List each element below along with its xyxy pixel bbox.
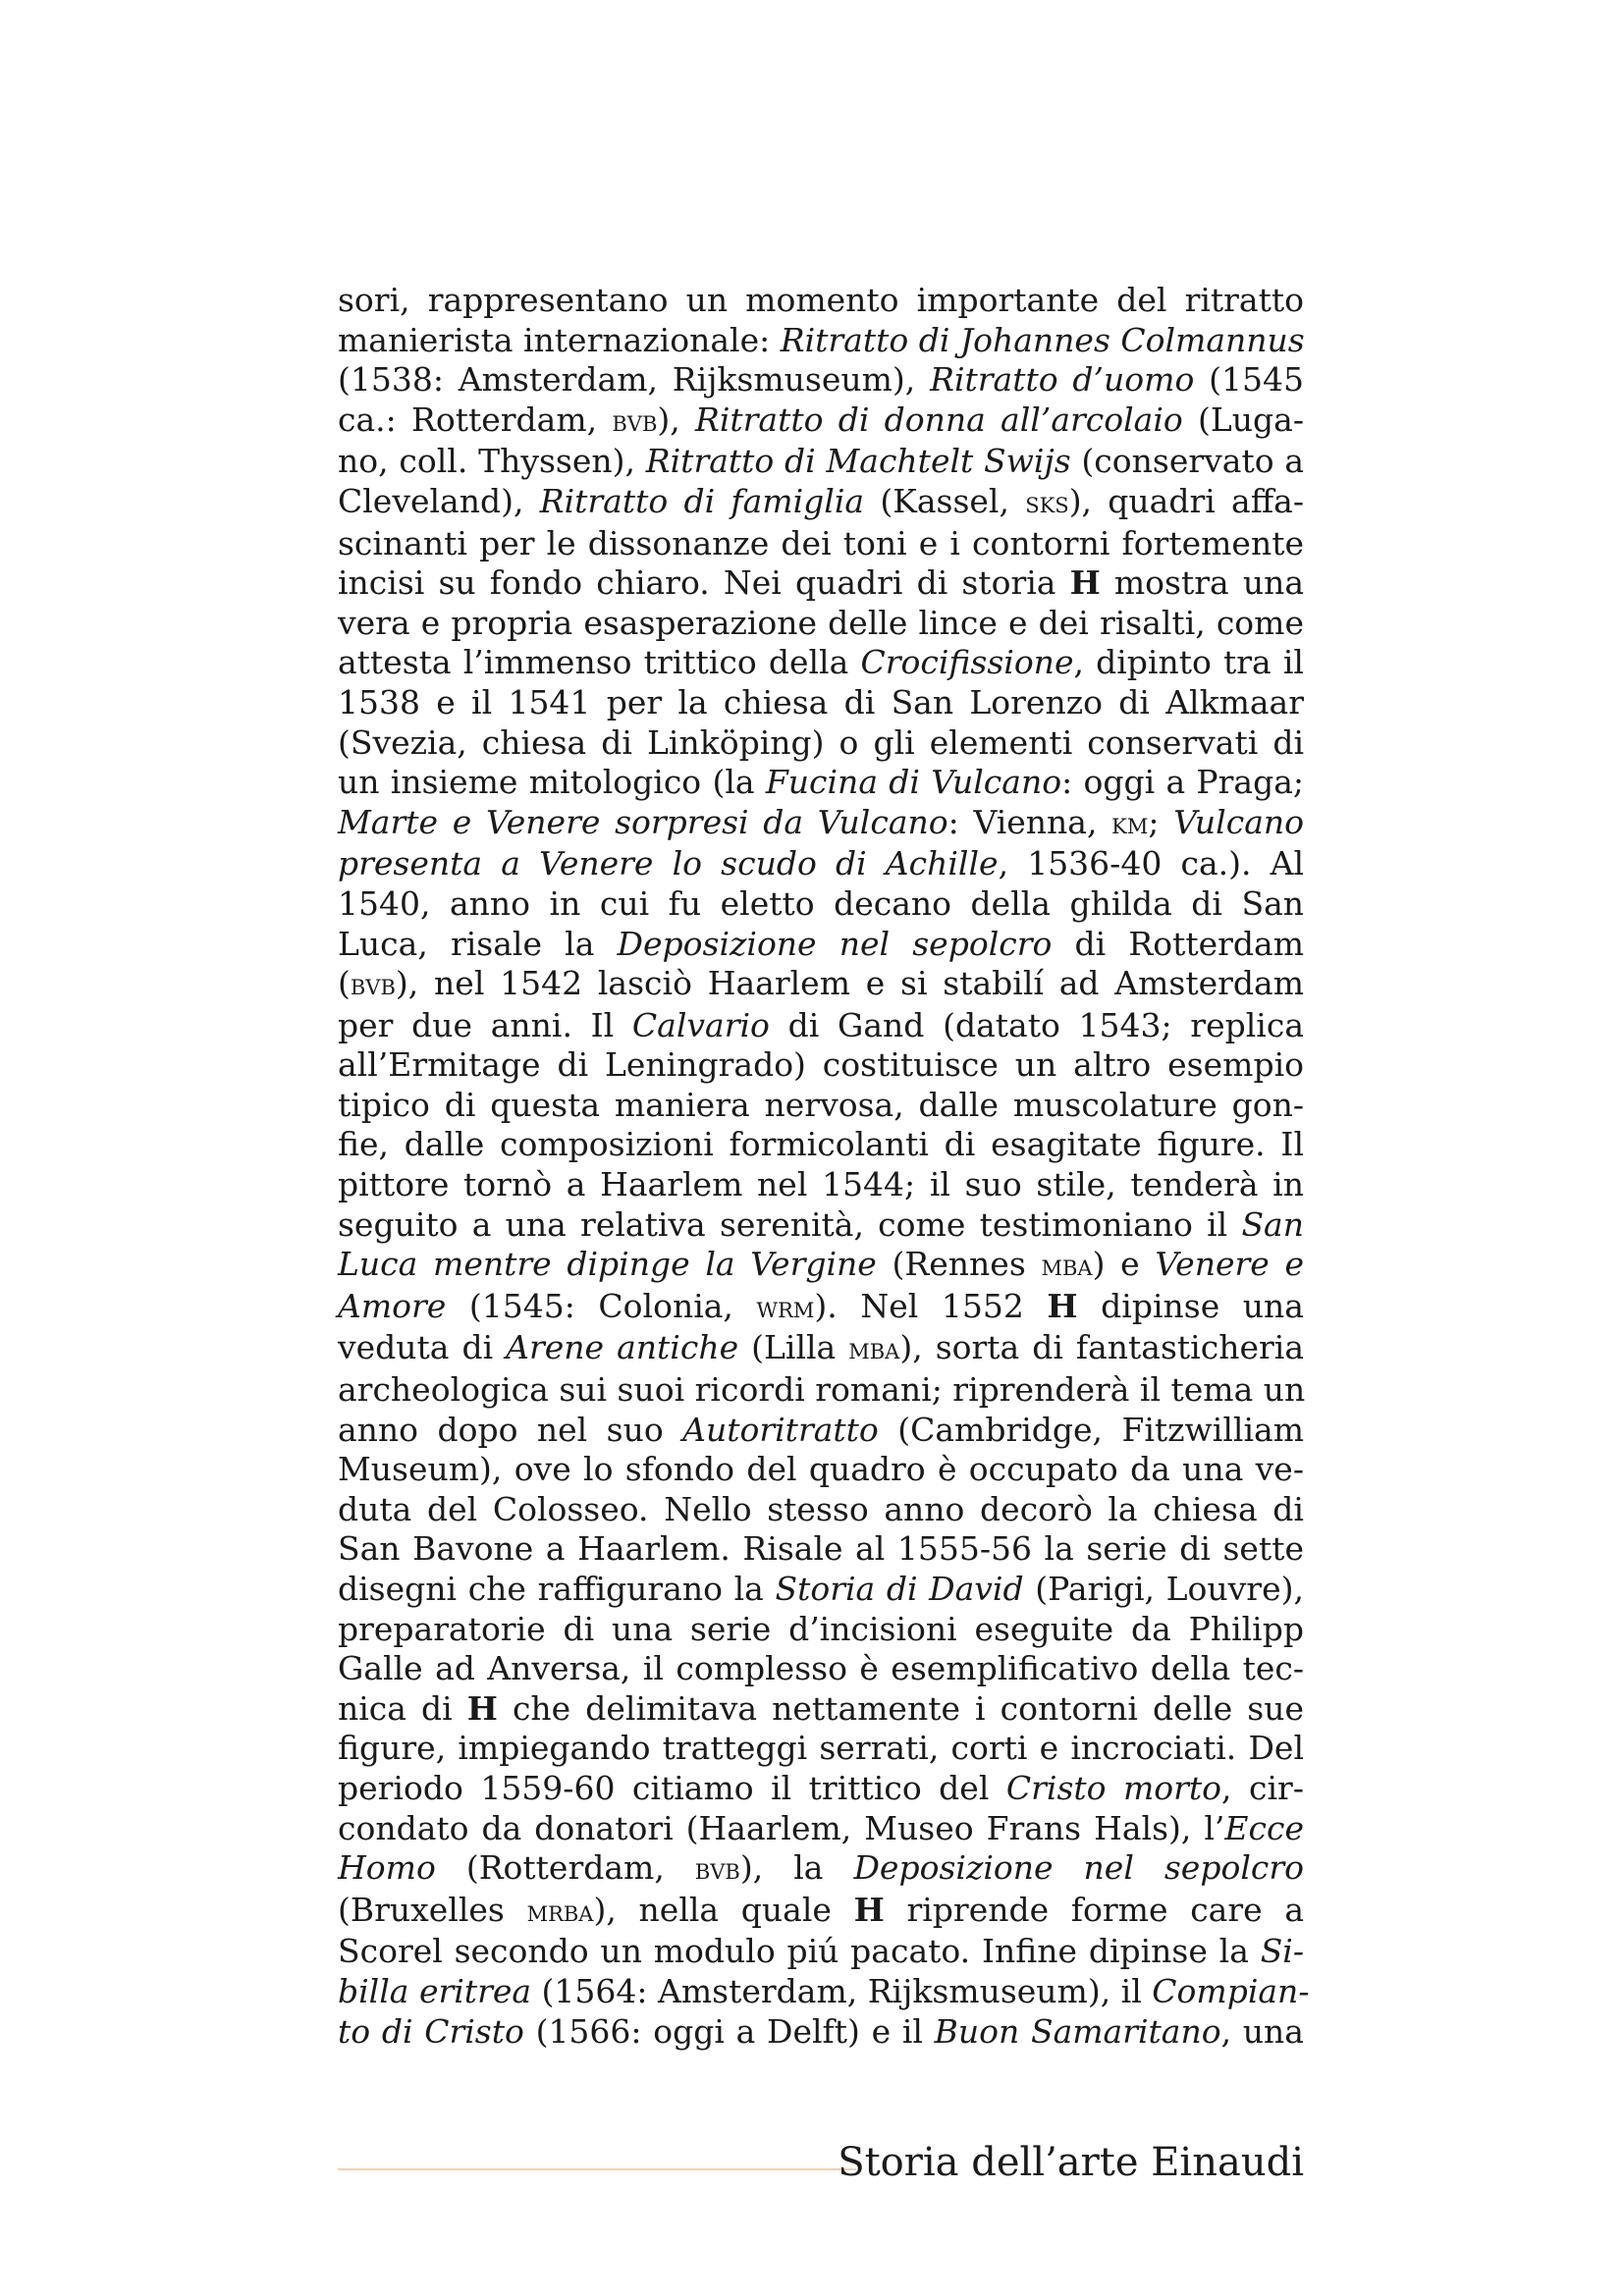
artist-initial: H — [466, 1688, 498, 1728]
abbreviation: bvb — [694, 1852, 740, 1888]
italic-title: Ecce — [1224, 1808, 1304, 1847]
abbreviation: wrm — [756, 1290, 815, 1325]
footer-title: Storia dell’arte Einaudi — [838, 2140, 1304, 2185]
italic-title: Ritratto di Johannes Colmannus — [780, 320, 1305, 359]
text-line — [338, 1649, 1304, 1689]
text-run: ( — [338, 964, 351, 1003]
text-run: incisi su fondo chiaro. Nei quadri di storia — [338, 563, 1070, 603]
footer-divider — [338, 2168, 856, 2170]
text-run: all’Ermitage di Leningrado) costituisce un altro esempio — [338, 1045, 1304, 1085]
text-run: (Lilla — [738, 1328, 849, 1367]
text-line — [338, 321, 1304, 361]
text-line — [338, 1370, 1304, 1411]
text-run: ) e — [1092, 1245, 1156, 1284]
text-run: preparatorie di una serie d’incisioni eseguite da Philipp — [338, 1609, 1304, 1648]
text-line — [338, 1729, 1304, 1769]
abbreviation: mrba — [526, 1894, 594, 1929]
text-run: tipico di questa maniera nervosa, dalle muscolature gon- — [338, 1085, 1304, 1124]
text-run: (1564: Amsterdam, Rijksmuseum), il — [531, 1971, 1153, 2010]
text-run: (Svezia, chiesa di Linköping) o gli elementi conservati di — [338, 722, 1304, 762]
text-line — [338, 1490, 1304, 1530]
text-run: Galle ad Anversa, il complesso è esemplificativo della tec- — [338, 1649, 1304, 1688]
text-run: ), nella quale — [593, 1890, 854, 1929]
text-run: scinanti per le dissonanze dei toni e i contorni fortemente — [338, 523, 1304, 562]
text-run: di Rotterdam — [1052, 924, 1304, 963]
italic-title: Compian- — [1152, 1971, 1310, 2010]
italic-title: Si- — [1260, 1932, 1304, 1971]
italic-title: Vulcano — [1173, 802, 1305, 841]
text-run: ). Nel 1552 — [814, 1286, 1048, 1325]
italic-title: Fucina di Vulcano — [765, 763, 1062, 802]
artist-initial: H — [853, 1890, 885, 1929]
text-run: condato da donatori (Haarlem, Museo Frans Hals), l’ — [338, 1808, 1225, 1847]
text-run: Scorel secondo un modulo piú pacato. Infine dipinse la — [338, 1932, 1261, 1971]
text-run: mostra una — [1100, 563, 1305, 603]
text-run: 1538 e il 1541 per la chiesa di San Lorenzo di Alkmaar — [338, 682, 1304, 721]
text-run: (Parigi, Louvre), — [1023, 1570, 1304, 1608]
text-run: periodo 1559-60 citiamo il trittico del — [338, 1768, 1006, 1807]
abbreviation: mba — [848, 1332, 900, 1367]
text-run: ), la — [739, 1848, 854, 1888]
text-line — [338, 2012, 1304, 2053]
abbreviation: sks — [1025, 485, 1069, 520]
text-run: attesta l’immenso trittico della — [338, 643, 861, 682]
text-run: duta del Colosseo. Nello stesso anno decorò la chiesa di — [338, 1489, 1304, 1528]
text-run: (1538: Amsterdam, Rijksmuseum), — [338, 360, 931, 400]
abbreviation: km — [1111, 806, 1149, 841]
text-run: Museum), ove lo sfondo del quadro è occupato da una ve- — [338, 1450, 1304, 1489]
text-run: : Vienna, — [947, 802, 1112, 841]
italic-title: Ritratto di famiglia — [539, 481, 865, 520]
italic-title: presenta a Venere lo scudo di Achille — [338, 844, 999, 883]
text-run: riprende forme care a — [884, 1890, 1305, 1929]
text-line — [338, 1529, 1304, 1570]
abbreviation: bvb — [350, 968, 396, 1003]
text-line — [338, 1006, 1304, 1046]
text-line — [338, 1205, 1304, 1246]
text-run: sori, rappresentano un momento importante del ritratto — [338, 281, 1304, 319]
text-line — [338, 643, 1304, 683]
text-run: (Rotterdam, — [435, 1848, 695, 1888]
text-line — [338, 1809, 1304, 1849]
italic-title: Ritratto di Machtelt Swijs — [645, 442, 1071, 481]
text-run: manierista internazionale: — [338, 320, 781, 359]
text-run: Luca, risale la — [338, 924, 618, 963]
text-run: 1540, anno in cui fu eletto decano della ghilda di San — [338, 883, 1304, 923]
text-run: ), nel 1542 lasciò Haarlem e si stabilí ad Amsterdam — [395, 964, 1304, 1003]
artist-initial: H — [1069, 563, 1101, 603]
text-run: dipinse una — [1077, 1286, 1304, 1325]
text-run: figure, impiegando tratteggi serrati, corti e incrociati. Del — [338, 1729, 1304, 1768]
italic-title: Buon Samaritano — [934, 2011, 1221, 2051]
text-run: che delimitava nettamente i contorni delle sue — [497, 1688, 1304, 1728]
text-line — [338, 1971, 1310, 2012]
text-line — [338, 844, 1304, 884]
text-line — [338, 1287, 1304, 1329]
text-run: , 1536-40 ca.). Al — [998, 844, 1304, 883]
text-line — [338, 1165, 1304, 1205]
text-line — [338, 1045, 1304, 1086]
italic-title: Amore — [338, 1286, 447, 1325]
body-text — [338, 281, 1310, 2052]
text-line — [338, 1328, 1304, 1370]
text-line — [338, 1932, 1304, 1972]
text-line — [338, 1411, 1304, 1451]
italic-title: to di Cristo — [338, 2011, 524, 2051]
italic-title: Storia di David — [775, 1570, 1024, 1608]
text-line — [338, 884, 1304, 925]
text-run: vera e propria esasperazione delle lince e dei risalti, come — [338, 603, 1304, 642]
text-run: (1545 — [1194, 360, 1304, 400]
text-line — [338, 925, 1304, 965]
italic-title: Luca mentre dipinge la Vergine — [338, 1245, 877, 1284]
text-run: (1566: oggi a Delft) e il — [523, 2011, 935, 2051]
text-line — [338, 723, 1304, 764]
italic-title: San — [1241, 1204, 1304, 1244]
text-run: ca.: Rotterdam, — [338, 400, 613, 439]
text-run: , cir- — [1221, 1768, 1304, 1807]
text-line — [338, 1450, 1304, 1490]
text-line — [338, 1689, 1304, 1730]
text-run: un insieme mitologico (la — [338, 763, 766, 802]
text-line — [338, 482, 1304, 524]
text-run: nica di — [338, 1688, 467, 1728]
text-run: , una — [1220, 2011, 1304, 2051]
text-line — [338, 964, 1304, 1006]
text-run: pittore tornò a Haarlem nel 1544; il suo stile, tenderà in — [338, 1165, 1304, 1204]
text-run: San Bavone a Haarlem. Risale al 1555-56 la serie di sette — [338, 1529, 1304, 1569]
italic-title: Ritratto di donna all’arcolaio — [695, 400, 1183, 439]
text-run: fie, dalle composizioni formicolanti di esagitate figure. Il — [338, 1125, 1304, 1164]
text-run: (Kassel, — [864, 481, 1026, 520]
text-run: per due anni. Il — [338, 1005, 632, 1044]
text-line — [338, 442, 1304, 482]
text-run: (Luga- — [1182, 400, 1305, 439]
text-line — [338, 1245, 1304, 1287]
text-line — [338, 281, 1304, 321]
text-run: ), sorta di fantasticheria — [899, 1328, 1304, 1367]
text-line — [338, 1125, 1304, 1165]
italic-title: Venere e — [1155, 1245, 1305, 1284]
text-run: (conservato a — [1070, 442, 1305, 481]
text-line — [338, 763, 1304, 803]
abbreviation: mba — [1041, 1249, 1093, 1284]
text-run: disegni che raffigurano la — [338, 1570, 776, 1608]
text-run: ), quadri affa- — [1068, 481, 1305, 520]
italic-title: Ritratto d’uomo — [930, 360, 1195, 400]
text-run: archeologica sui suoi ricordi romani; riprenderà il tema un — [338, 1370, 1306, 1410]
abbreviation: bvb — [612, 403, 658, 439]
italic-title: billa eritrea — [338, 1971, 532, 2010]
italic-title: Arene antiche — [506, 1328, 739, 1367]
text-run: ), — [657, 400, 695, 439]
italic-title: Deposizione nel sepolcro — [853, 1848, 1305, 1888]
text-line — [338, 683, 1304, 723]
text-line — [338, 604, 1304, 644]
italic-title: Calvario — [631, 1005, 770, 1044]
text-run: seguito a una relativa serenità, come testimoniano il — [338, 1204, 1242, 1244]
text-line — [338, 563, 1304, 604]
text-run: anno dopo nel suo — [338, 1410, 683, 1449]
text-line — [338, 1610, 1304, 1650]
text-run: no, coll. Thyssen), — [338, 442, 646, 481]
text-line — [338, 803, 1304, 845]
text-run: ; — [1148, 802, 1174, 841]
italic-title: Marte e Venere sorpresi da Vulcano — [338, 802, 948, 841]
text-run: : oggi a Praga; — [1061, 763, 1304, 802]
text-line — [338, 1086, 1304, 1126]
text-line — [338, 524, 1304, 564]
text-run: di Gand (datato 1543; replica — [769, 1005, 1304, 1044]
text-run: , dipinto tra il — [1073, 643, 1304, 682]
italic-title: Deposizione nel sepolcro — [617, 924, 1053, 963]
italic-title: Autoritratto — [682, 1410, 879, 1449]
italic-title: Homo — [338, 1848, 436, 1888]
text-line — [338, 1769, 1304, 1809]
text-run: (Cambridge, Fitzwilliam — [878, 1410, 1304, 1449]
italic-title: Crocifissione — [860, 643, 1074, 682]
text-line — [338, 1848, 1304, 1891]
text-run: (Rennes — [876, 1245, 1042, 1284]
text-line — [338, 1891, 1304, 1933]
text-line — [338, 1570, 1304, 1610]
text-run: (1545: Colonia, — [446, 1286, 757, 1325]
text-line — [338, 400, 1304, 443]
italic-title: Cristo morto — [1005, 1768, 1222, 1807]
artist-initial: H — [1047, 1286, 1078, 1325]
text-run: Cleveland), — [338, 481, 540, 520]
text-run: veduta di — [338, 1328, 507, 1367]
text-line — [338, 360, 1304, 400]
text-run: (Bruxelles — [338, 1890, 527, 1929]
